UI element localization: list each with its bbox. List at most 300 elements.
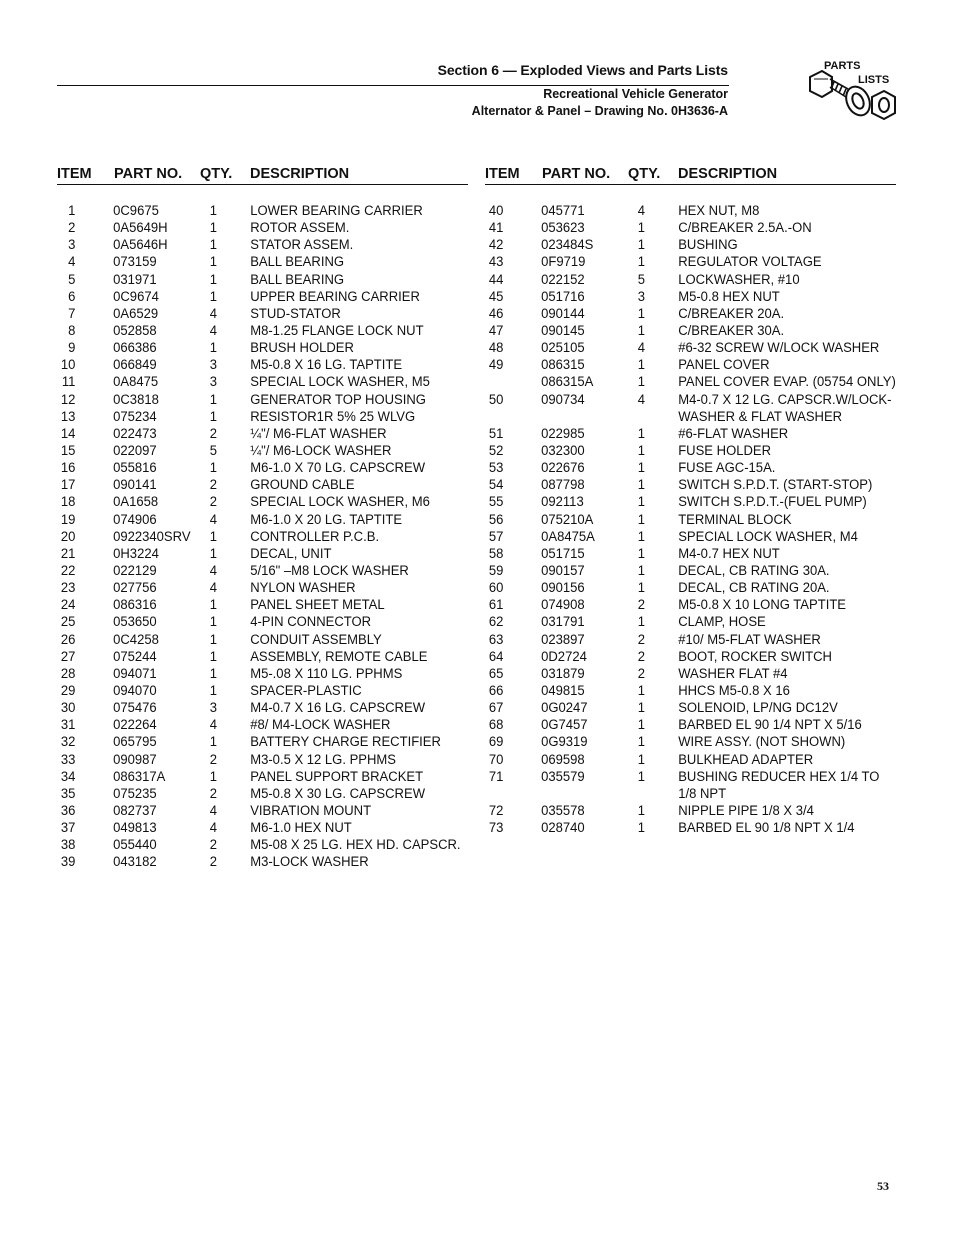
table-row [57, 786, 468, 803]
description: CONTROLLER P.C.B. [250, 528, 380, 545]
quantity: 1 [637, 751, 646, 768]
description: 5/16" –M8 LOCK WASHER [250, 562, 409, 579]
item-number: 33 [60, 751, 76, 768]
part-number: 086317A [113, 768, 166, 785]
quantity: 1 [209, 288, 218, 305]
header-description: DESCRIPTION [250, 166, 350, 182]
quantity: 2 [209, 477, 218, 494]
item-number: 49 [488, 357, 504, 374]
table-row [485, 563, 896, 580]
quantity: 3 [209, 700, 218, 717]
item-number: 39 [60, 854, 76, 871]
part-number: 075210A [541, 511, 594, 528]
item-number: 69 [488, 734, 504, 751]
item-number: 4 [68, 254, 76, 271]
part-number: 0G9319 [541, 734, 588, 751]
quantity: 5 [637, 271, 646, 288]
quantity: 4 [209, 562, 218, 579]
part-number: 032300 [541, 442, 585, 459]
quantity: 4 [637, 340, 646, 357]
part-number: 035579 [541, 768, 585, 785]
quantity: 1 [209, 734, 218, 751]
item-number: 35 [60, 785, 76, 802]
parts-table-left [57, 166, 468, 871]
quantity: 1 [637, 528, 646, 545]
table-row [485, 529, 896, 546]
description: BARBED EL 90 1/8 NPT X 1/4 [678, 820, 855, 837]
description: SWITCH S.P.D.T.-(FUEL PUMP) [678, 494, 867, 511]
quantity: 2 [209, 785, 218, 802]
quantity: 1 [637, 460, 646, 477]
part-number: 0D2724 [541, 648, 587, 665]
table-row [485, 203, 896, 220]
item-number: 23 [60, 580, 76, 597]
item-number: 6 [68, 288, 76, 305]
part-number: 090734 [541, 391, 585, 408]
table-row [485, 614, 896, 631]
table-row [57, 409, 468, 426]
item-number: 40 [488, 203, 504, 219]
quantity: 3 [209, 357, 218, 374]
description: #10/ M5-FLAT WASHER [678, 631, 821, 648]
part-number: 086315 [541, 357, 585, 374]
item-number: 54 [488, 477, 504, 494]
quantity: 2 [637, 648, 646, 665]
header-description: DESCRIPTION [678, 166, 778, 182]
description: TERMINAL BLOCK [678, 511, 792, 528]
part-number: 090141 [113, 477, 157, 494]
part-number: 0A5646H [113, 237, 168, 254]
description: DECAL, CB RATING 30A. [678, 562, 830, 579]
part-number: 031791 [541, 614, 585, 631]
table-row [485, 752, 896, 769]
drawing-title: Alternator & Panel – Drawing No. 0H3636-A [471, 104, 728, 118]
item-number: 65 [488, 665, 504, 682]
part-number: 053650 [113, 614, 157, 631]
item-number: 47 [488, 322, 504, 339]
quantity: 1 [209, 271, 218, 288]
part-number: 0F9719 [541, 254, 586, 271]
item-number: 22 [60, 562, 76, 579]
item-number: 55 [488, 494, 504, 511]
description: #6-FLAT WASHER [678, 425, 789, 442]
item-number: 70 [488, 751, 504, 768]
part-number: 092113 [541, 494, 584, 511]
table-row [485, 306, 896, 323]
table-row [485, 272, 896, 289]
quantity: 4 [209, 511, 218, 528]
item-number: 45 [488, 288, 504, 305]
table-row [485, 769, 896, 786]
quantity: 2 [209, 425, 218, 442]
item-number: 64 [488, 648, 504, 665]
description: NYLON WASHER [250, 580, 356, 597]
description: BOOT, ROCKER SWITCH [678, 648, 832, 665]
item-number: 46 [488, 305, 504, 322]
description: UPPER BEARING CARRIER [250, 288, 420, 305]
description: PANEL COVER EVAP. (05754 ONLY) [678, 374, 896, 391]
header-part-no: PART NO. [542, 166, 611, 182]
quantity: 3 [209, 374, 218, 391]
part-number: 049815 [541, 682, 585, 699]
description: M8-1.25 FLANGE LOCK NUT [250, 322, 424, 339]
item-number: 67 [488, 700, 504, 717]
description: LOWER BEARING CARRIER [250, 203, 423, 219]
part-number: 023484S [541, 237, 594, 254]
item-number: 63 [488, 631, 504, 648]
description: REGULATOR VOLTAGE [678, 254, 822, 271]
table-row [485, 409, 896, 426]
item-number: 12 [60, 391, 76, 408]
item-number: 66 [488, 682, 504, 699]
table-row [485, 632, 896, 649]
description: C/BREAKER 20A. [678, 305, 785, 322]
description: M3-0.5 X 12 LG. PPHMS [250, 751, 397, 768]
quantity: 2 [209, 751, 218, 768]
table-row [485, 649, 896, 666]
description: M6-1.0 X 20 LG. TAPTITE [250, 511, 403, 528]
quantity: 1 [209, 408, 218, 425]
item-number: 73 [488, 820, 504, 837]
quantity: 1 [637, 717, 646, 734]
quantity: 1 [637, 305, 646, 322]
description: #8/ M4-LOCK WASHER [250, 717, 391, 734]
header-part-no: PART NO. [114, 166, 183, 182]
table-row [485, 392, 896, 409]
item-number: 71 [488, 768, 504, 785]
item-number: 18 [60, 494, 76, 511]
item-number: 48 [488, 340, 504, 357]
description: BUSHING [678, 237, 738, 254]
table-body [57, 203, 468, 871]
table-body [485, 203, 896, 837]
part-number: 066849 [113, 357, 157, 374]
description: FUSE HOLDER [678, 442, 772, 459]
table-header [485, 166, 896, 185]
item-number: 42 [488, 237, 504, 254]
description: SPECIAL LOCK WASHER, M5 [250, 374, 430, 391]
quantity: 1 [209, 203, 218, 219]
table-row [57, 700, 468, 717]
description: FUSE AGC-15A. [678, 460, 776, 477]
quantity: 1 [209, 648, 218, 665]
description: HEX NUT, M8 [678, 203, 760, 219]
description: BULKHEAD ADAPTER [678, 751, 814, 768]
quantity: 1 [209, 614, 218, 631]
description: WIRE ASSY. (NOT SHOWN) [678, 734, 846, 751]
table-row [57, 734, 468, 751]
description: STUD-STATOR [250, 305, 341, 322]
header-qty: QTY. [200, 166, 233, 182]
quantity: 4 [209, 820, 218, 837]
part-number: 0922340SRV [113, 528, 191, 545]
table-row [57, 580, 468, 597]
quantity: 1 [637, 254, 646, 271]
part-number: 049813 [113, 820, 157, 837]
item-number: 2 [68, 220, 76, 237]
description: M6-1.0 HEX NUT [250, 820, 352, 837]
quantity: 1 [637, 237, 646, 254]
item-number: 68 [488, 717, 504, 734]
description: STATOR ASSEM. [250, 237, 354, 254]
item-number: 34 [60, 768, 76, 785]
table-row [485, 289, 896, 306]
table-row [485, 580, 896, 597]
description: BALL BEARING [250, 254, 345, 271]
quantity: 4 [637, 203, 646, 219]
part-number: 053623 [541, 220, 585, 237]
part-number: 082737 [113, 802, 157, 819]
part-number: 025105 [541, 340, 585, 357]
description: 1/8 NPT [678, 785, 727, 802]
table-row [57, 237, 468, 254]
part-number: 073159 [113, 254, 157, 271]
description: GENERATOR TOP HOUSING [250, 391, 426, 408]
description: WASHER FLAT #4 [678, 665, 788, 682]
item-number: 32 [60, 734, 76, 751]
quantity: 1 [637, 768, 646, 785]
description: ¼"/ M6-FLAT WASHER [250, 425, 387, 442]
description: DECAL, CB RATING 20A. [678, 580, 830, 597]
item-number: 5 [68, 271, 76, 288]
description: M5-0.8 X 30 LG. CAPSCREW [250, 785, 426, 802]
description: #6-32 SCREW W/LOCK WASHER [678, 340, 880, 357]
quantity: 1 [209, 237, 218, 254]
quantity: 1 [637, 374, 646, 391]
item-number: 15 [60, 442, 76, 459]
item-number: 58 [488, 545, 504, 562]
part-number: 022152 [541, 271, 585, 288]
quantity: 1 [209, 665, 218, 682]
description: SPECIAL LOCK WASHER, M4 [678, 528, 858, 545]
description: ASSEMBLY, REMOTE CABLE [250, 648, 428, 665]
quantity: 1 [637, 802, 646, 819]
item-number: 9 [68, 340, 76, 357]
quantity: 4 [209, 305, 218, 322]
quantity: 1 [637, 562, 646, 579]
description: SPECIAL LOCK WASHER, M6 [250, 494, 430, 511]
description: SPACER-PLASTIC [250, 682, 362, 699]
part-number: 075476 [113, 700, 157, 717]
part-number: 090987 [113, 751, 157, 768]
description: ROTOR ASSEM. [250, 220, 350, 237]
quantity: 5 [209, 442, 218, 459]
description: BUSHING REDUCER HEX 1/4 TO [678, 768, 880, 785]
item-number: 43 [488, 254, 504, 271]
table-row [57, 597, 468, 614]
table-row [485, 494, 896, 511]
item-number: 38 [60, 837, 76, 854]
quantity: 1 [637, 494, 646, 511]
table-row [485, 443, 896, 460]
page-number: 53 [877, 1179, 889, 1193]
part-number: 022097 [113, 442, 157, 459]
description: PANEL COVER [678, 357, 770, 374]
table-row [57, 443, 468, 460]
item-number: 27 [60, 648, 76, 665]
quantity: 2 [209, 494, 218, 511]
item-number: 28 [60, 665, 76, 682]
quantity: 1 [209, 768, 218, 785]
part-number: 043182 [113, 854, 157, 871]
table-row [57, 683, 468, 700]
description: M5-0.8 HEX NUT [678, 288, 780, 305]
item-number: 56 [488, 511, 504, 528]
quantity: 1 [637, 425, 646, 442]
part-number: 086316 [113, 597, 157, 614]
description: C/BREAKER 2.5A.-ON [678, 220, 812, 237]
parts-table-right [485, 166, 896, 837]
item-number: 44 [488, 271, 504, 288]
part-number: 090157 [541, 562, 585, 579]
description: BARBED EL 90 1/4 NPT X 5/16 [678, 717, 862, 734]
description: M4-0.7 X 12 LG. CAPSCR.W/LOCK- [678, 391, 892, 408]
part-number: 022676 [541, 460, 585, 477]
description: C/BREAKER 30A. [678, 322, 785, 339]
quantity: 1 [209, 545, 218, 562]
quantity: 1 [637, 357, 646, 374]
item-number: 52 [488, 442, 504, 459]
quantity: 1 [637, 442, 646, 459]
table-row [57, 666, 468, 683]
item-number: 60 [488, 580, 504, 597]
description: CLAMP, HOSE [678, 614, 766, 631]
description: M5-08 X 25 LG. HEX HD. CAPSCR. [250, 837, 461, 854]
table-row [57, 460, 468, 477]
quantity: 4 [637, 391, 646, 408]
item-number: 24 [60, 597, 76, 614]
table-row [485, 237, 896, 254]
part-number: 069598 [541, 751, 585, 768]
table-row [57, 752, 468, 769]
table-row [485, 717, 896, 734]
item-number: 8 [68, 322, 76, 339]
table-row [485, 700, 896, 717]
part-number: 074906 [113, 511, 157, 528]
table-row [57, 614, 468, 631]
logo-text-parts: PARTS [824, 60, 861, 72]
quantity: 1 [209, 460, 218, 477]
table-row [57, 272, 468, 289]
part-number: 055440 [113, 837, 157, 854]
quantity: 1 [637, 580, 646, 597]
table-row [57, 374, 468, 391]
item-number: 51 [488, 425, 504, 442]
item-number: 62 [488, 614, 504, 631]
quantity: 1 [209, 682, 218, 699]
part-number: 0H3224 [113, 545, 159, 562]
description: WASHER & FLAT WASHER [678, 408, 843, 425]
table-row [57, 357, 468, 374]
description: M4-0.7 X 16 LG. CAPSCREW [250, 700, 426, 717]
part-number: 0A6529 [113, 305, 159, 322]
description: CONDUIT ASSEMBLY [250, 631, 382, 648]
quantity: 1 [637, 734, 646, 751]
description: BATTERY CHARGE RECTIFIER [250, 734, 441, 751]
item-number: 19 [60, 511, 76, 528]
item-number: 50 [488, 391, 504, 408]
description: M6-1.0 X 70 LG. CAPSCREW [250, 460, 426, 477]
quantity: 1 [637, 545, 646, 562]
table-row [57, 426, 468, 443]
item-number: 20 [60, 528, 76, 545]
part-number: 022129 [113, 562, 157, 579]
item-number: 57 [488, 528, 504, 545]
table-row [485, 546, 896, 563]
quantity: 2 [637, 665, 646, 682]
item-number: 13 [60, 408, 76, 425]
item-number: 16 [60, 460, 76, 477]
table-row [485, 786, 896, 803]
item-number: 59 [488, 562, 504, 579]
table-row [485, 254, 896, 271]
table-row [57, 803, 468, 820]
item-number: 37 [60, 820, 76, 837]
part-number: 022473 [113, 425, 157, 442]
quantity: 3 [637, 288, 646, 305]
table-row [57, 769, 468, 786]
description: M3-LOCK WASHER [250, 854, 369, 871]
part-number: 066386 [113, 340, 157, 357]
part-number: 094071 [113, 665, 157, 682]
table-row [57, 563, 468, 580]
quantity: 2 [209, 837, 218, 854]
description: SOLENOID, LP/NG DC12V [678, 700, 838, 717]
quantity: 1 [209, 391, 218, 408]
table-row [57, 494, 468, 511]
table-row [57, 820, 468, 837]
logo-text-lists: LISTS [858, 74, 890, 86]
part-number: 0A5649H [113, 220, 168, 237]
description: M5-0.8 X 16 LG. TAPTITE [250, 357, 403, 374]
table-row [57, 323, 468, 340]
item-number: 29 [60, 682, 76, 699]
item-number: 7 [68, 305, 76, 322]
item-number: 3 [68, 237, 76, 254]
table-row [485, 803, 896, 820]
quantity: 2 [209, 854, 218, 871]
part-number: 0A8475A [541, 528, 595, 545]
table-row [57, 649, 468, 666]
table-row [57, 306, 468, 323]
part-number: 028740 [541, 820, 585, 837]
part-number: 086315A [541, 374, 594, 391]
part-number: 031971 [113, 271, 157, 288]
description: VIBRATION MOUNT [250, 802, 372, 819]
part-number: 051715 [541, 545, 585, 562]
table-row [485, 374, 896, 391]
quantity: 1 [637, 682, 646, 699]
table-row [57, 203, 468, 220]
part-number: 0G7457 [541, 717, 588, 734]
quantity: 1 [637, 322, 646, 339]
item-number: 21 [60, 545, 76, 562]
part-number: 090156 [541, 580, 585, 597]
table-row [485, 323, 896, 340]
part-number: 074908 [541, 597, 585, 614]
table-row [485, 460, 896, 477]
table-row [57, 254, 468, 271]
table-row [485, 340, 896, 357]
item-number: 31 [60, 717, 76, 734]
parts-lists-logo [800, 55, 900, 135]
description: HHCS M5-0.8 X 16 [678, 682, 790, 699]
quantity: 1 [209, 220, 218, 237]
document-subtitle: Recreational Vehicle Generator [543, 87, 728, 101]
description: M5-.08 X 110 LG. PPHMS [250, 665, 403, 682]
table-row [485, 666, 896, 683]
part-number: 022985 [541, 425, 585, 442]
